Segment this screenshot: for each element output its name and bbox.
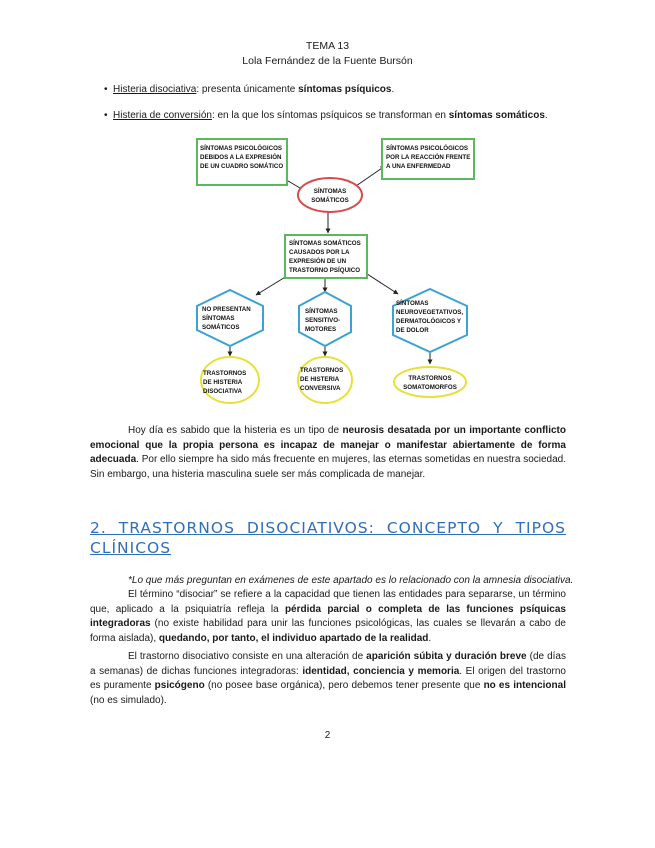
paragraph-text: . [428, 632, 432, 644]
paragraph-bold: neurosis desatada por un importante conflicto emocional que la propia persona es incapaz de manejar o manifestar abiertamente de forma adecuada [90, 425, 566, 465]
hex-right-line3: DERMATOLÓGICOS Y [396, 318, 461, 325]
bullet-text: : en la que los síntomas psíquicos se transforman en [211, 110, 449, 121]
hex-left-line3: SOMÁTICOS [202, 324, 240, 331]
box-left-line2: DEBIDOS A LA EXPRESIÓN [200, 154, 282, 161]
hex-right-line1: SÍNTOMAS [396, 300, 429, 307]
paragraph-text: El término “disociar” se refiere a la capacidad que tienen las entidades para separarse, un término que, aplicado a la psiquiatría refleja la [90, 589, 566, 615]
paragraph-bold: quedando, por tanto, el individuo apartado de la realidad [158, 632, 429, 644]
arrow-oval-to-right-box [356, 166, 385, 186]
paragraph-text: Hoy día es sabido que la histeria es un tipo de [128, 425, 343, 436]
paragraph-bold: psicógeno [154, 680, 205, 691]
circle-left-line2: DE HISTERIA [203, 379, 243, 386]
circle-right [394, 367, 466, 397]
box-middle-line1: SÍNTOMAS SOMÁTICOS [289, 240, 361, 247]
circle-mid-line2: DE HISTERIA [300, 376, 340, 383]
bullet-text-end: . [391, 84, 395, 95]
box-right-line2: POR LA REACCIÓN FRENTE [386, 154, 471, 161]
hex-left-line2: SÍNTOMAS [202, 315, 235, 322]
paragraph-text: (no es simulado). [90, 694, 167, 706]
paragraph-text: El trastorno disociativo consiste en una alteración de [128, 651, 367, 662]
paragraph-disociar [90, 588, 566, 646]
box-middle-line3: EXPRESIÓN DE UN [289, 258, 347, 265]
hex-mid-line1: SÍNTOMAS [305, 308, 338, 315]
paragraph-trastorno [90, 650, 566, 708]
box-left-line1: SÍNTOMAS PSICOLÓGICOS [200, 145, 283, 152]
oval-center [298, 178, 362, 212]
bullet-term: Histeria de conversión [113, 110, 212, 121]
hex-left-line1: NO PRESENTAN [202, 306, 251, 313]
bullet-dot-icon: • [104, 84, 108, 95]
hex-mid-line3: MOTORES [305, 326, 337, 333]
header-author: Lola Fernández de la Fuente Bursón [242, 55, 413, 67]
paragraph-text: (de días a semanas) de dichas funciones integradoras: [90, 651, 566, 677]
paragraph-text: (no posee base orgánica), pero debemos tener presente que [204, 680, 484, 691]
bullet-text: : presenta únicamente [196, 84, 299, 95]
box-left-line3: DE UN CUADRO SOMÁTICO [200, 163, 284, 170]
circle-right-line1: TRASTORNOS [408, 375, 452, 382]
bullet-text-end: . [544, 110, 548, 121]
circle-right-line2: SOMATOMORFOS [403, 384, 457, 391]
oval-line1: SÍNTOMAS [313, 188, 347, 195]
section-heading: 2. TRASTORNOS DISOCIATIVOS: CONCEPTO Y TIPOS CLÍNICOS [90, 519, 566, 557]
box-right-line3: A UNA ENFERMEDAD [386, 163, 451, 170]
hex-mid-line2: SENSITIVO- [305, 317, 341, 324]
header-topic: TEMA 13 [305, 40, 350, 52]
box-middle-line4: TRASTORNO PSÍQUICO [289, 267, 361, 274]
page-number: 2 [324, 730, 331, 741]
box-middle-line2: CAUSADOS POR LA [289, 249, 350, 256]
bullet-term: Histeria disociativa [113, 84, 197, 95]
hex-right-line4: DE DOLOR [396, 327, 429, 334]
exam-note: *Lo que más preguntan en exámenes de este apartado es lo relacionado con la amnesia disociativa. [128, 575, 574, 586]
paragraph-text: . El origen del trastorno es puramente [90, 665, 566, 691]
paragraph-text: (no existe habilidad para unir las funciones psicológicas, las cuales se llevarán a cabo de forma aislada), [90, 618, 566, 644]
circle-mid-line3: CONVERSIVA [300, 385, 341, 392]
circle-mid-line1: TRASTORNOS [300, 367, 344, 374]
paragraph-bold: pérdida parcial o completa de las funciones psíquicas integradoras [90, 603, 566, 629]
box-right-line1: SÍNTOMAS PSICOLÓGICOS [386, 145, 469, 152]
bullet-dot-icon: • [104, 110, 108, 121]
paragraph-bold: aparición súbita y duración breve [366, 651, 527, 662]
paragraph-text: . Por ello siempre ha sido más frecuente en mujeres, las eternas sometidas en nuestra sociedad. Sin embargo, una histeria masculina suele ser más complicada de manejar. [90, 454, 566, 480]
paragraph-bold: identidad, conciencia y memoria [302, 665, 460, 677]
oval-line2: SOMÁTICOS [311, 197, 349, 204]
bullet-bold: síntomas psíquicos [298, 84, 392, 95]
hex-right-line2: NEUROVEGETATIVOS, [396, 309, 464, 316]
bullet-bold: síntomas somáticos [448, 110, 545, 121]
paragraph-histeria [90, 424, 566, 482]
paragraph-bold: no es intencional [483, 680, 566, 691]
circle-left-line1: TRASTORNOS [203, 370, 247, 377]
circle-left-line3: DISOCIATIVA [203, 388, 242, 395]
